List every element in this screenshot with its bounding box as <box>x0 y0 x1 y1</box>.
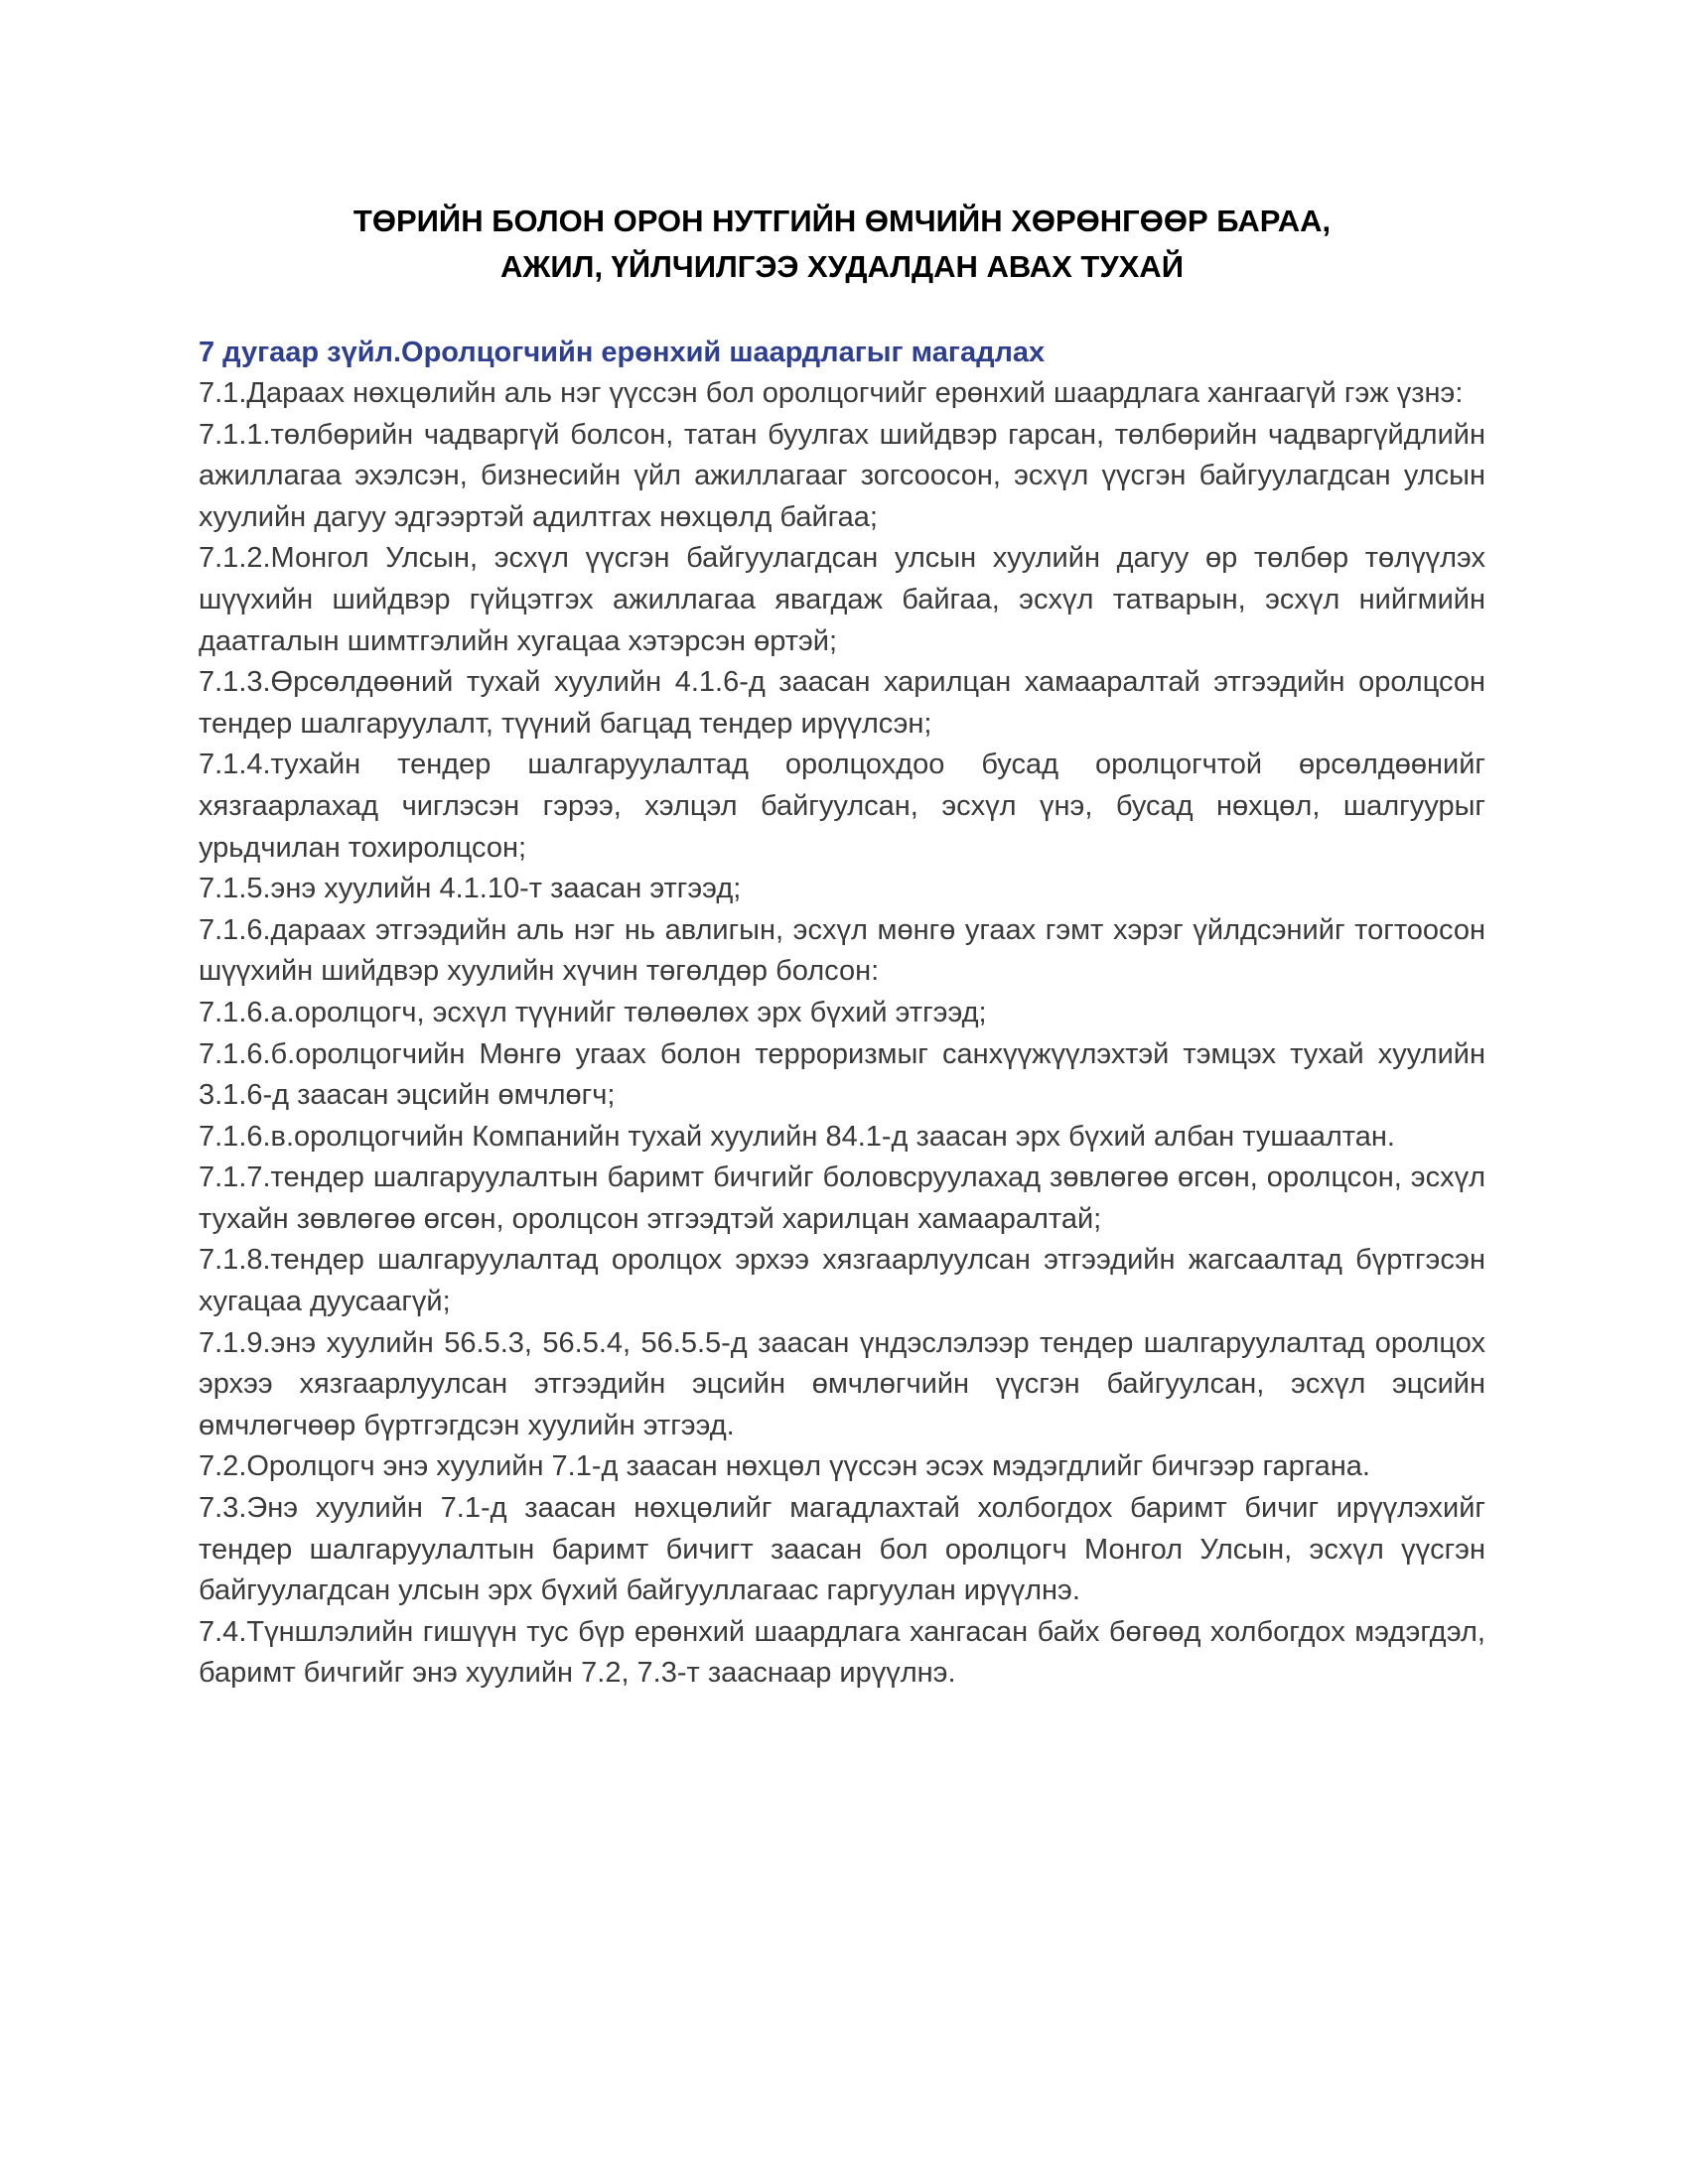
paragraph-7-1-7: 7.1.7.тендер шалгаруулалтын баримт бичгийг боловсруулахад зөвлөгөө өгсөн, оролцсон, эсхүл тухайн зөвлөгөө өгсөн, оролцсон этгээдтэй харилцан хамааралтай; <box>199 1161 1485 1235</box>
paragraph-7-1-1: 7.1.1.төлбөрийн чадваргүй болсон, татан буулгах шийдвэр гарсан, төлбөрийн чадваргүйдлийн ажиллагаа эхэлсэн, бизнесийн үйл ажиллагааг зогсоосон, эсхүл үүсгэн байгуулагдсан улсын хуулийн дагуу эдгээртэй адилтгах нөхцөлд байгаа; <box>199 418 1485 533</box>
paragraph-7-1-4: 7.1.4.тухайн тендер шалгаруулалтад оролцохдоо бусад оролцогчтой өрсөлдөөнийг хязгаарлахад чиглэсэн гэрээ, хэлцэл байгуулсан, эсхүл үнэ, бусад нөхцөл, шалгуурыг урьдчилан тохиролцсон; <box>199 749 1485 864</box>
paragraph-7-1-6-a: 7.1.6.а.оролцогч, эсхүл түүнийг төлөөлөх эрх бүхий этгээд; <box>199 996 987 1028</box>
paragraph-7-1-6-b: 7.1.6.б.оролцогчийн Мөнгө угаах болон терроризмыг санхүүжүүлэхтэй тэмцэх тухай хуулийн 3.1.6-д заасан эцсийн өмчлөгч; <box>199 1037 1485 1112</box>
paragraph-7-1-6: 7.1.6.дараах этгээдийн аль нэг нь авлигын, эсхүл мөнгө угаах гэмт хэрэг үйлдсэнийг тогтоосон шүүхийн шийдвэр хуулийн хүчин төгөлдөр болсон: <box>199 913 1485 988</box>
document-title-line-2: АЖИЛ, ҮЙЛЧИЛГЭЭ ХУДАЛДАН АВАХ ТУХАЙ <box>500 249 1184 284</box>
document-title-line-1: ТӨРИЙН БОЛОН ОРОН НУТГИЙН ӨМЧИЙН ХӨРӨНГӨӨР БАРАА, <box>352 204 1332 238</box>
paragraph-7-1: 7.1.Дараах нөхцөлийн аль нэг үүссэн бол оролцогчийг ерөнхий шаардлага хангаагүй гэж үзнэ: <box>199 377 1464 409</box>
paragraph-7-1-2: 7.1.2.Монгол Улсын, эсхүл үүсгэн байгуулагдсан улсын хуулийн дагуу өр төлбөр төлүүлэх шүүхийн шийдвэр гүйцэтгэх ажиллагаа явагдаж байгаа, эсхүл татварын, эсхүл нийгмийн даатгалын шимтгэлийн хугацаа хэтэрсэн өртэй; <box>199 542 1485 657</box>
article-heading: 7 дугаар зүйл.Оролцогчийн ерөнхий шаардлагыг магадлах <box>199 337 1046 368</box>
paragraph-7-1-8: 7.1.8.тендер шалгаруулалтад оролцох эрхээ хязгаарлуулсан этгээдийн жагсаалтад бүртгэсэн хугацаа дуусаагүй; <box>199 1244 1485 1318</box>
paragraph-7-1-5: 7.1.5.энэ хуулийн 4.1.10-т заасан этгээд; <box>199 873 742 905</box>
article-body <box>199 373 1485 1695</box>
document-title <box>199 199 1485 290</box>
paragraph-7-1-3: 7.1.3.Өрсөлдөөний тухай хуулийн 4.1.6-д заасан харилцан хамааралтай этгээдийн оролцсон тендер шалгаруулалт, түүний багцад тендер ирүүлсэн; <box>199 666 1485 740</box>
paragraph-7-3: 7.3.Энэ хуулийн 7.1-д заасан нөхцөлийг магадлахтай холбогдох баримт бичиг ирүүлэхийг тендер шалгаруулалтын баримт бичигт заасан бол оролцогч Монгол Улсын, эсхүл үүсгэн байгуулагдсан улсын эрх бүхий байгууллагаас гаргуулан ирүүлнэ. <box>199 1492 1485 1607</box>
paragraph-7-1-9: 7.1.9.энэ хуулийн 56.5.3, 56.5.4, 56.5.5-д заасан үндэслэлээр тендер шалгаруулалтад оролцох эрхээ хязгаарлуулсан этгээдийн эцсийн өмчлөгчийн үүсгэн байгуулсан, эсхүл эцсийн өмчлөгчөөр бүртгэгдсэн хуулийн этгээд. <box>199 1326 1485 1441</box>
paragraph-7-1-6-v: 7.1.6.в.оролцогчийн Компанийн тухай хуулийн 84.1-д заасан эрх бүхий албан тушаалтан. <box>199 1120 1395 1153</box>
paragraph-7-2: 7.2.Оролцогч энэ хуулийн 7.1-д заасан нөхцөл үүссэн эсэх мэдэгдлийг бичгээр гаргана. <box>199 1450 1370 1483</box>
paragraph-7-4: 7.4.Түншлэлийн гишүүн тус бүр ерөнхий шаардлага хангасан байх бөгөөд холбогдох мэдэгдэл, баримт бичгийг энэ хуулийн 7.2, 7.3-т зааснаар ирүүлнэ. <box>199 1615 1485 1690</box>
document-page <box>199 199 1485 1695</box>
